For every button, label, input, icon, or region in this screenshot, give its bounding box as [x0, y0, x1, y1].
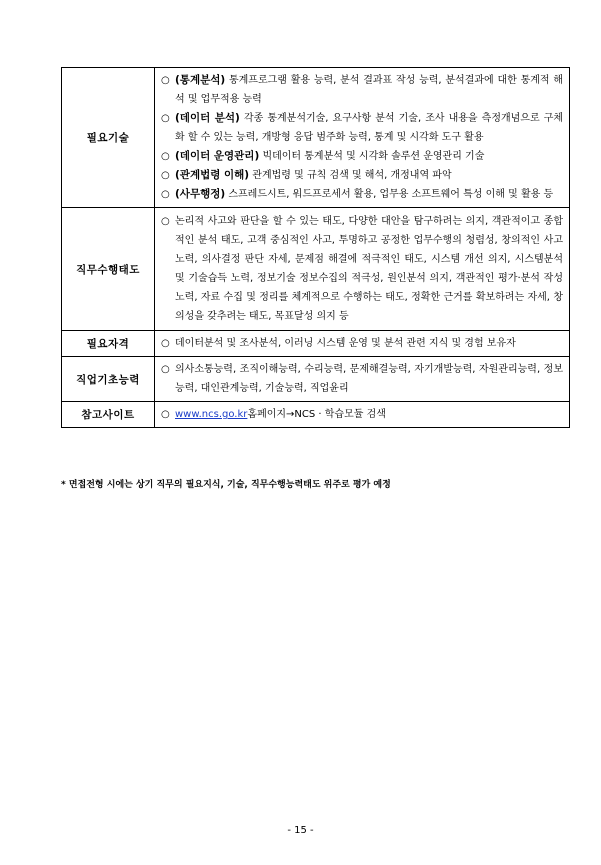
qualification-item — [161, 334, 563, 353]
reference-text: 홈페이지→NCS · 학습모듈 검색 — [247, 409, 386, 420]
skill-tag: (사무행정) — [175, 188, 226, 200]
page-number: - 15 - — [287, 825, 314, 836]
attitude-item — [161, 212, 563, 326]
skills-header: 필요기술 — [62, 68, 155, 208]
bullet-circle-icon: ○ — [161, 170, 170, 181]
bullet-circle-icon: ○ — [161, 113, 170, 124]
bullet-circle-icon: ○ — [161, 151, 170, 162]
skill-item — [161, 147, 563, 166]
qualification-row — [62, 331, 570, 357]
basic-ability-text: 의사소통능력, 조직이해능력, 수리능력, 문제해결능력, 자기개발능력, 자원관리능력, 정보능력, 대인관계능력, 기술능력, 직업윤리 — [175, 364, 563, 394]
job-description-table — [61, 67, 570, 428]
basic-ability-row — [62, 357, 570, 402]
skill-tag: (데이터 분석) — [175, 112, 240, 124]
attitude-header: 직무수행태도 — [62, 208, 155, 331]
bullet-circle-icon: ○ — [161, 189, 170, 200]
skill-item — [161, 185, 563, 204]
reference-content — [155, 402, 570, 428]
qualification-text: 데이터분석 및 조사분석, 이러닝 시스템 운영 및 분석 관련 지식 및 경험 보유자 — [175, 338, 516, 349]
reference-row — [62, 402, 570, 428]
skill-item — [161, 71, 563, 109]
skill-text: 빅데이터 통계분석 및 시각화 솔루션 운영관리 기술 — [259, 151, 485, 162]
attitude-content — [155, 208, 570, 331]
bullet-circle-icon: ○ — [161, 75, 170, 86]
qualification-header: 필요자격 — [62, 331, 155, 357]
reference-header: 참고사이트 — [62, 402, 155, 428]
ncs-link[interactable]: www.ncs.go.kr — [175, 409, 248, 420]
interview-note: * 면접전형 시에는 상기 직무의 필요지식, 기술, 직무수행능력태도 위주로 평가 예정 — [61, 480, 391, 490]
skill-text: 통계프로그램 활용 능력, 분석 결과표 작성 능력, 분석결과에 대한 통계적 해석 및 업무적용 능력 — [175, 75, 563, 105]
attitude-row — [62, 208, 570, 331]
basic-ability-header: 직업기초능력 — [62, 357, 155, 402]
skill-text: 스프레드시트, 워드프로세서 활용, 업무용 소프트웨어 특성 이해 및 활용 등 — [225, 189, 554, 200]
skill-tag: (관계법령 이해) — [175, 169, 250, 181]
skill-tag: (통계분석) — [175, 74, 226, 86]
basic-ability-item — [161, 360, 563, 398]
skill-item — [161, 166, 563, 185]
skill-text: 관계법령 및 규칙 검색 및 해석, 개정내역 파악 — [249, 170, 452, 181]
skill-item — [161, 109, 563, 147]
reference-item — [161, 405, 563, 424]
skill-tag: (데이터 운영관리) — [175, 150, 260, 162]
qualification-content — [155, 331, 570, 357]
bullet-circle-icon: ○ — [161, 364, 170, 375]
bullet-circle-icon: ○ — [161, 409, 170, 420]
skills-content — [155, 68, 570, 208]
attitude-text: 논리적 사고와 판단을 할 수 있는 태도, 다양한 대안을 탐구하려는 의지, 객관적이고 종합적인 분석 태도, 고객 중심적인 사고, 투명하고 공정한 업무수행의 청렴성, 창의적인 사고 노력, 의사결정 판단 자세, 문제점 해결에 적극적인 태도, 시스템 개선 의지, 시스템분석 및 기술습득 노력, 정보기술 정보수집의 적극성, 원인분석 의지, 객관적인 평가·분석 작성 노력, 자료 수집 및 정리를 체계적으로 수행하는 태도, 정확한 근거를 확보하려는 자세, 창의성을 갖추려는 태도, 목표달성 의지 등 — [175, 216, 563, 322]
skill-text: 각종 통계분석기술, 요구사항 분석 기술, 조사 내용을 측정개념으로 구체화 할 수 있는 능력, 개방형 응답 범주화 능력, 통계 및 시각화 도구 활용 — [175, 113, 564, 143]
bullet-circle-icon: ○ — [161, 338, 170, 349]
basic-ability-content — [155, 357, 570, 402]
bullet-circle-icon: ○ — [161, 216, 170, 227]
skills-row — [62, 68, 570, 208]
